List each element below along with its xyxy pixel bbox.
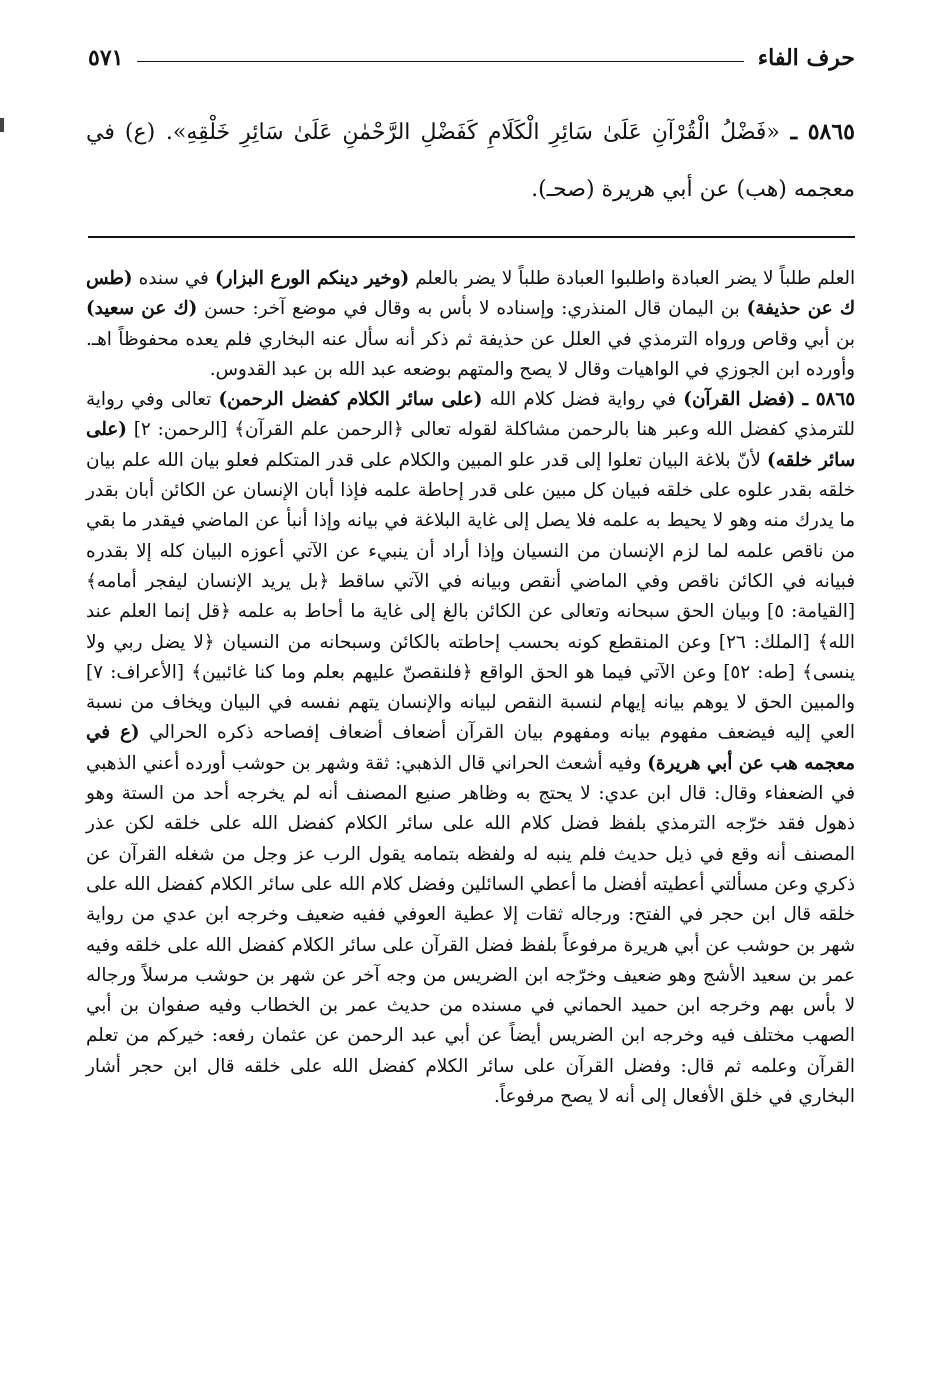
commentary-paragraph-5865: [86, 385, 855, 1112]
header-rule: [137, 61, 743, 62]
commentary-number: ٥٨٦٥ ـ: [802, 389, 856, 411]
page-header: [88, 38, 855, 78]
hadith-source: (ع) في معجمه (هب) عن أبي هريرة (صحـ).: [86, 120, 855, 202]
commentary-highlight: (طس ك عن حذيفة): [86, 268, 855, 320]
page-number: ٥٧١: [88, 45, 124, 71]
commentary-highlight: (على سائر خلقه): [86, 419, 856, 471]
hadith-text: «فَضْلُ الْقُرْآنِ عَلَىٰ سَائِرِ الْكَلَامِ كَفَضْلِ الرَّحْمٰنِ عَلَىٰ سَائِرِ خَلْقِهِ».: [165, 120, 780, 145]
commentary-text: لأنّ بلاغة البيان تعلوا إلى قدر علو المبين والكلام على قدر المتكلم فعلو بيان الله علم بيان خلقه بقدر علوه على خلقه فبيان كل مبين على قدر إحاطة علمه فإذا أبان الإنسان عن الكائن أبان بقدر ما يدرك منه وهو لا يحيط به علمه فلا يصل إلى غاية البلاغة في بيانه وإذا أنبأ عن الماضي فيقدر ما بقي من ناقص علمه لما لزم الإنسان من النسيان وإذا أراد أن ينبيء عن الآتي أعوزه البيان كله إلا بقدره فبيانه في الكائن ناقص وفي الماضي أنقص وبيانه في الآتي ساقط ﴿بل يريد الإنسان ليفجر أمامه﴾ [القيامة: ٥] وبيان الحق سبحانه وتعالى عن الكائن بالغ إلى غاية ما أحاط به علمه ﴿قل إنما العلم عند الله﴾ [الملك: ٢٦] وعن المنقطع كونه بحسب إحاطته بالكائن وسبحانه من النسيان ﴿لا يضل ربي ولا ينسى﴾ [طه: ٥٢] وعن الآتي فيما هو الحق الواقع ﴿فلنقصنّ عليهم بعلم وما كنا غائبين﴾ [الأعراف: ٧] والمبين الحق لا يوهم بيانه إيهام لنسبة النقص لبيانه والإنسان يتهم نفسه في البيان ويخاف من نسبة العي إليه فيضعف مفهوم بيانه ومفهوم بيان القرآن أضعاف أضعاف إفصاحه ذكره الحرالي: [86, 449, 855, 744]
commentary: [86, 264, 855, 1112]
commentary-highlight: (على سائر الكلام كفضل الرحمن): [218, 389, 483, 411]
commentary-text: في رواية فضل كلام الله: [489, 389, 677, 411]
commentary-highlight: (وخير دينكم الورع البزار): [214, 268, 410, 289]
hadith-number: ٥٨٦٥ ـ: [790, 119, 855, 145]
commentary-text: تعالى وفي رواية للترمذي كفضل الله وعبر هنا بالرحمن مشاكلة لقوله تعالى ﴿الرحمن علم القرآن﴾ [الرحمن: ٢]: [86, 389, 855, 441]
scan-gutter-mark: [0, 118, 4, 132]
commentary-text: العلم طلباً لا يضر العبادة واطلبوا العبادة طلباً لا يضر بالعلم: [415, 268, 856, 289]
commentary-paragraph-previous: [86, 264, 855, 385]
commentary-text: بن أبي وقاص ورواه الترمذي في العلل عن حذيفة ثم ذكر أنه سأل عنه البخاري فلم يعده محفوظاً اهـ. وأورده ابن الجوزي في الواهيات وقال لا يصح والمتهم بوضعه عبد الله بن عبد القدوس.: [86, 328, 855, 380]
commentary-text: وفيه أشعث الحراني قال الذهبي: ثقة وشهر بن حوشب أورده أعني الذهبي في الضعفاء وقال: قال ابن عدي: لا يحتج به وظاهر صنيع المصنف أنه لم يخرجه أحد من الستة وهو ذهول فقد خرّجه الترمذي بلفظ فضل كلام الله على سائر الكلام كفضل الله على خلقه لكن عذر المصنف أنه وقع في ذيل حديث فلم ينبه له ولفظه بتمامه يقول الرب عز وجل من شغله القرآن عن ذكري وعن مسألتي أعطيته أفضل ما أعطي السائلين وفضل كلام الله على سائر الكلام كفضل الله على خلقه قال ابن حجر في الفتح: ورجاله ثقات إلا عطية العوفي ففيه ضعيف وخرجه ابن عدي من رواية شهر بن حوشب عن أبي هريرة مرفوعاً بلفظ فضل القرآن على سائر الكلام كفضل الله على خلقه وفيه عمر بن سعيد الأشج وهو ضعيف وخرّجه ابن الضريس من وجه آخر عن شهر بن حوشب مرسلاً ورجاله لا بأس بهم وخرجه ابن حميد الحماني في مسنده من حديث عمر بن الخطاب وفيه صفوان بن أبي الصهب مختلف فيه وخرجه ابن الضريس أيضاً عن أبي عبد الرحمن عن عثمان رفعه: خيركم من تعلم القرآن وعلمه ثم قال: وفضل القرآن على سائر الكلام كفضل الله على خلقه قال ابن حجر أشار البخاري في خلق الأفعال إلى أنه لا يصح مرفوعاً.: [86, 752, 855, 1108]
running-title: حرف الفاء: [757, 45, 855, 71]
commentary-text: بن اليمان قال المنذري: وإسناده لا بأس به وقال في موضع آخر: حسن: [204, 298, 740, 320]
hadith-entry: [86, 104, 855, 218]
commentary-highlight: (ك عن سعيد): [86, 298, 198, 320]
footnote-separator: [88, 236, 855, 238]
commentary-highlight: (ع في معجمه هب عن أبي هريرة): [86, 722, 855, 774]
commentary-text: في سنده: [138, 268, 209, 289]
commentary-highlight: (فضل القرآن): [683, 389, 796, 411]
